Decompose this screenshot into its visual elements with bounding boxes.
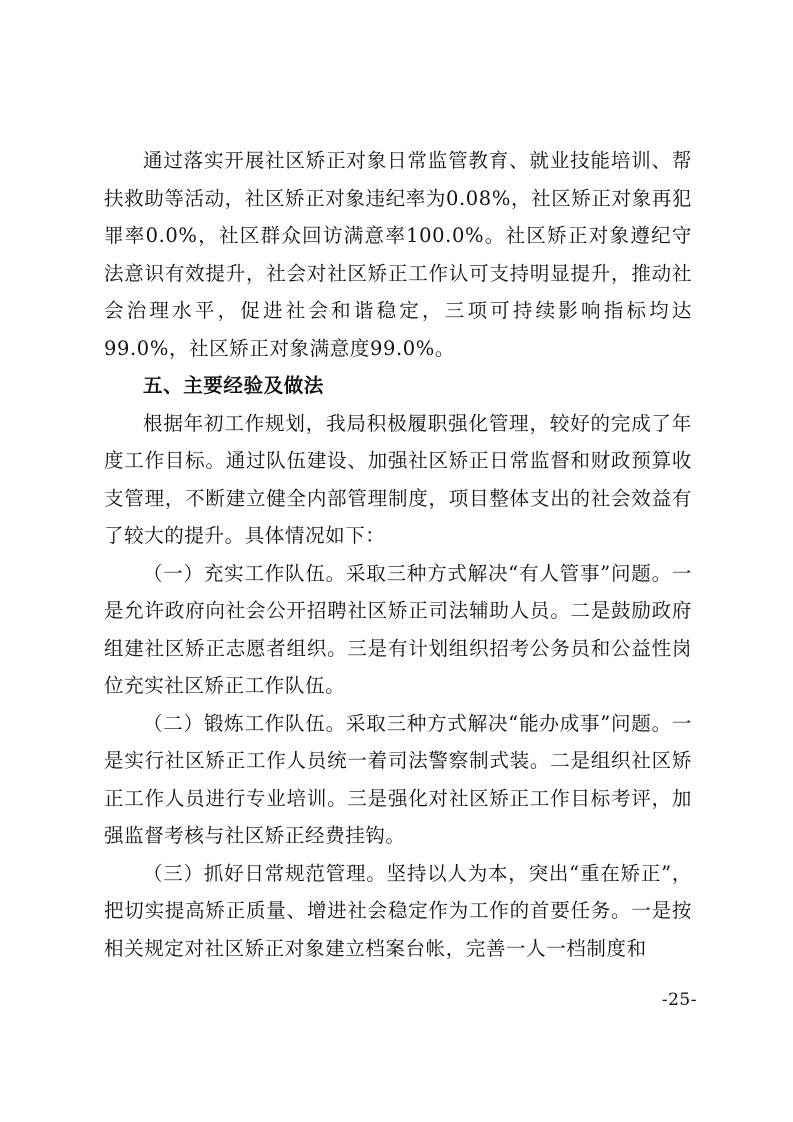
document-body: [104, 142, 692, 967]
paragraph-item-2: （二）锻炼工作队伍。采取三种方式解决“能办成事”问题。一是实行社区矫正工作人员统一着司法警察制式装。二是组织社区矫正工作人员进行专业培训。三是强化对社区矫正工作目标考评，加强监督考核与社区矫正经费挂钩。: [104, 711, 692, 847]
section-heading: 五、主要经验及做法: [143, 374, 324, 397]
paragraph-item-3: （三）抓好日常规范管理。坚持以人为本，突出“重在矫正”，把切实提高矫正质量、增进社会稳定作为工作的首要任务。一是按相关规定对社区矫正对象建立档案台帐，完善一人一档制度和: [104, 861, 692, 960]
page-number: -25-: [661, 990, 697, 1010]
paragraph-item-1: （一）充实工作队伍。采取三种方式解决“有人管事”问题。一是允许政府向社会公开招聘社区矫正司法辅助人员。二是鼓励政府组建社区矫正志愿者组织。三是有计划组织招考公务员和公益性岗位充实社区矫正工作队伍。: [104, 561, 692, 697]
paragraph-outcomes: 通过落实开展社区矫正对象日常监管教育、就业技能培训、帮扶救助等活动，社区矫正对象违纪率为0.08%，社区矫正对象再犯罪率0.0%，社区群众回访满意率100.0%。社区矫正对象遵纪守法意识有效提升，社会对社区矫正工作认可支持明显提升，推动社会治理水平，促进社会和谐稳定，三项可持续影响指标均达99.0%，社区矫正对象满意度99.0%。: [104, 149, 692, 360]
paragraph-intro: 根据年初工作规划，我局积极履职强化管理，较好的完成了年度工作目标。通过队伍建设、加强社区矫正日常监督和财政预算收支管理，不断建立健全内部管理制度，项目整体支出的社会效益有了较大的提升。具体情况如下：: [104, 411, 692, 547]
